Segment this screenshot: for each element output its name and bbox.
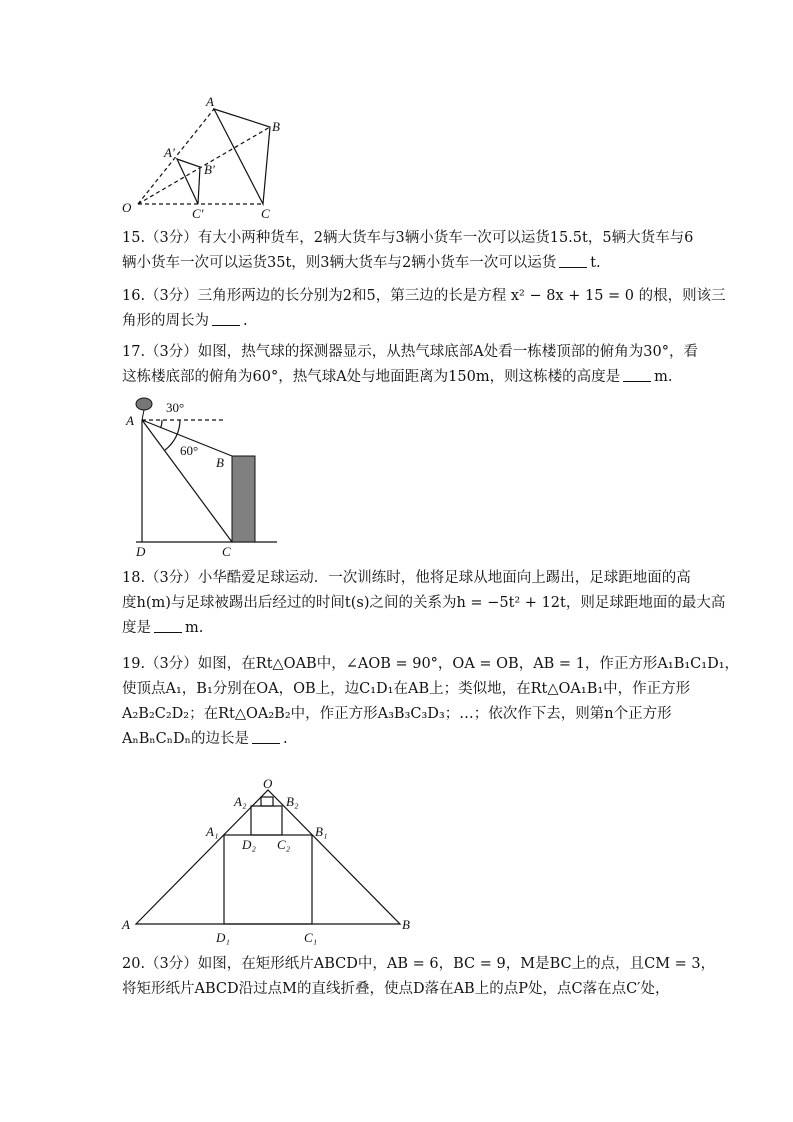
figure-squares <box>118 772 418 947</box>
square-3 <box>261 797 273 806</box>
label-a: A <box>206 94 214 109</box>
figure-homothety <box>118 94 288 219</box>
label-angle-60: 60° <box>180 443 199 458</box>
answer-blank-18[interactable] <box>154 631 182 633</box>
label-b2: B₂ <box>286 794 299 809</box>
question-20-line-1: 20.（3分）如图，在矩形纸片ABCD中，AB = 6，BC = 9，M是BC上的点，且CM = 3， <box>122 956 716 972</box>
question-18-line-1: 18.（3分）小华酷爱足球运动．一次训练时，他将足球从地面向上踢出，足球距地面的高 <box>122 570 691 586</box>
label-b-prime: B' <box>204 162 215 177</box>
question-15-line-2: 辆小货车一次可以运货35t，则3辆大货车与2辆小货车一次可以运货 <box>122 255 557 271</box>
question-16-line-1: 16.（3分）三角形两边的长分别为2和5，第三边的长是方程 x² − 8x + 15 = 0 的根，则该三 <box>122 288 726 304</box>
question-16-line-2: 角形的周长为 <box>122 313 209 329</box>
label-c1: C₁ <box>304 930 318 945</box>
arc-60 <box>165 420 180 450</box>
label-b: B <box>216 455 224 470</box>
label-a: A <box>122 917 130 932</box>
question-17-unit: m. <box>654 369 673 385</box>
label-a: A <box>126 413 134 428</box>
label-d: D <box>136 544 146 559</box>
answer-blank-17[interactable] <box>623 380 651 382</box>
label-o: O <box>263 776 273 791</box>
question-17-line-2: 这栋楼底部的俯角为60°，热气球A处与地面距离为150m，则这栋楼的高度是 <box>122 369 621 385</box>
label-b1: B₁ <box>315 824 328 839</box>
figure-balloon <box>122 392 282 562</box>
label-b: B <box>402 917 410 932</box>
label-c2: C₂ <box>277 837 291 852</box>
label-o: O <box>122 200 132 215</box>
question-18-line-3: 度是 <box>122 620 151 636</box>
question-19-line-2: 使顶点A₁，B₁分别在OA，OB上，边C₁D₁在AB上；类似地，在Rt△OA₁B₁中，作正方形 <box>122 681 691 697</box>
question-20 <box>122 952 716 1002</box>
label-c-prime: C' <box>192 206 204 219</box>
square-2 <box>251 806 282 835</box>
answer-blank-19[interactable] <box>252 742 280 744</box>
square-1 <box>224 835 312 924</box>
question-15-line-1: 15.（3分）有大小两种货车，2辆大货车与3辆小货车一次可以运货15.5t，5辆大货车与6 <box>122 230 694 246</box>
triangle-oab <box>136 790 400 924</box>
question-16: 16.（3分）三角形两边的长分别为2和5，第三边的长是方程 x² − 8x + 15 = 0 的根，则该三 角形的周长为 . <box>122 284 674 334</box>
question-19-line-3: A₂B₂C₂D₂；在Rt△OA₂B₂中，作正方形A₃B₃C₃D₃；…；依次作下去，则第n个正方形 <box>122 706 672 722</box>
question-15-unit: t. <box>590 255 601 271</box>
label-d2: D₂ <box>242 837 256 852</box>
label-a2: A₂ <box>234 794 247 809</box>
question-17-line-1: 17.（3分）如图，热气球的探测器显示，从热气球底部A处看一栋楼顶部的俯角为30°，看 <box>122 344 698 360</box>
label-c: C <box>222 544 231 559</box>
triangle-a1b1c1 <box>177 159 200 204</box>
label-a-prime: A' <box>164 145 175 160</box>
building <box>232 456 255 542</box>
question-19: 19.（3分）如图，在Rt△OAB中，∠AOB = 90°，OA = OB，AB = 1，作正方形A₁B₁C₁D₁， 使顶点A₁，B₁分别在OA，OB上，边C₁D₁在AB上；类似地，在Rt△OA₁B₁中，作正方形 A₂B₂C₂D₂；在Rt△OA₂B₂中，作正方形A₃B₃C₃D₃；…；依次作下去，则第n个正方形 AₙBₙCₙDₙ的边长是 . <box>122 652 674 752</box>
dashed-oa <box>138 109 214 204</box>
question-18-unit: m. <box>185 620 204 636</box>
label-b: B <box>272 119 280 134</box>
label-a1: A₁ <box>206 824 219 839</box>
answer-blank-15[interactable] <box>559 266 587 268</box>
question-19-line-1: 19.（3分）如图，在Rt△OAB中，∠AOB = 90°，OA = OB，AB = 1，作正方形A₁B₁C₁D₁， <box>122 656 740 672</box>
question-18 <box>122 566 726 641</box>
label-angle-30: 30° <box>166 400 185 415</box>
arc-30 <box>161 420 162 428</box>
question-17 <box>122 340 698 390</box>
label-d1: D₁ <box>216 930 230 945</box>
label-c: C <box>261 206 270 219</box>
question-20-line-2: 将矩形纸片ABCD沿过点M的直线折叠，使点D落在AB上的点P处，点C落在点C′处， <box>122 981 670 997</box>
answer-blank-16[interactable] <box>212 324 240 326</box>
question-19-line-4: AₙBₙCₙDₙ的边长是 <box>122 731 249 747</box>
triangle-abc <box>214 109 270 204</box>
balloon-icon <box>136 398 152 410</box>
question-18-line-2: 度h(m)与足球被踢出后经过的时间t(s)之间的关系为h = −5t² + 12t，则足球距地面的最大高 <box>122 595 726 611</box>
question-15 <box>122 226 694 276</box>
